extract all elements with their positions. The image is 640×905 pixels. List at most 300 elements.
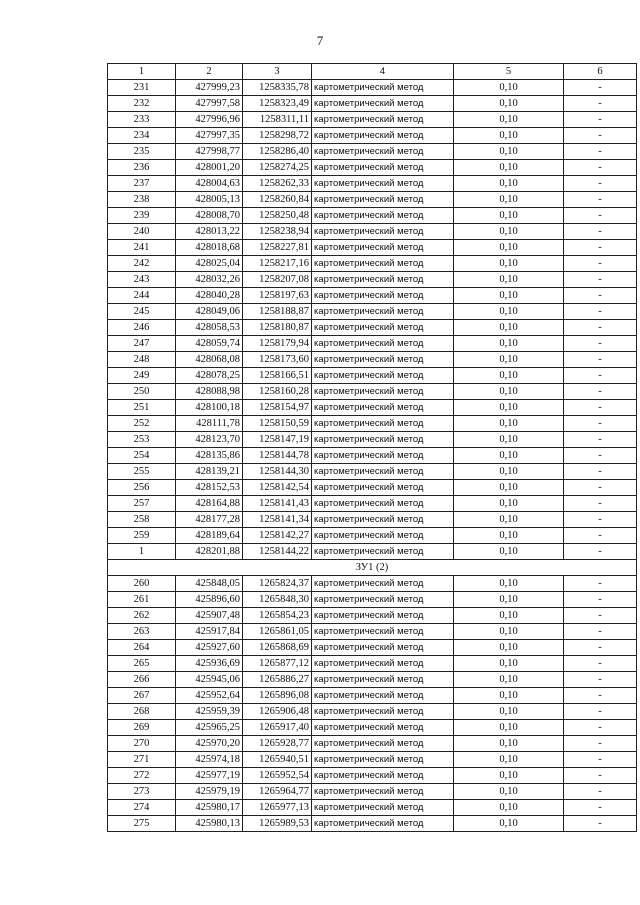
cell-method: картометрический метод [312, 656, 454, 672]
cell-y-coordinate: 1258142,27 [243, 528, 312, 544]
cell-point-number: 245 [108, 304, 176, 320]
cell-x-coordinate: 428111,78 [176, 416, 243, 432]
cell-note: - [564, 784, 637, 800]
table-row [108, 240, 637, 256]
table-row [108, 768, 637, 784]
cell-y-coordinate: 1265917,40 [243, 720, 312, 736]
cell-point-number: 269 [108, 720, 176, 736]
cell-x-coordinate: 428164,88 [176, 496, 243, 512]
table-row [108, 752, 637, 768]
cell-point-number: 234 [108, 128, 176, 144]
table-row [108, 288, 637, 304]
cell-accuracy: 0,10 [454, 768, 564, 784]
cell-accuracy: 0,10 [454, 544, 564, 560]
table-header-row [108, 64, 637, 80]
cell-x-coordinate: 428139,21 [176, 464, 243, 480]
cell-y-coordinate: 1265868,69 [243, 640, 312, 656]
cell-accuracy: 0,10 [454, 208, 564, 224]
cell-method: картометрический метод [312, 96, 454, 112]
cell-accuracy: 0,10 [454, 192, 564, 208]
cell-note: - [564, 736, 637, 752]
table-row [108, 272, 637, 288]
cell-method: картометрический метод [312, 272, 454, 288]
column-header-6: 6 [564, 64, 637, 80]
cell-x-coordinate: 427997,35 [176, 128, 243, 144]
cell-accuracy: 0,10 [454, 656, 564, 672]
cell-x-coordinate: 428004,63 [176, 176, 243, 192]
table-row [108, 416, 637, 432]
cell-method: картометрический метод [312, 496, 454, 512]
cell-note: - [564, 96, 637, 112]
cell-x-coordinate: 425977,19 [176, 768, 243, 784]
cell-point-number: 266 [108, 672, 176, 688]
cell-accuracy: 0,10 [454, 384, 564, 400]
cell-x-coordinate: 425952,64 [176, 688, 243, 704]
cell-y-coordinate: 1258262,33 [243, 176, 312, 192]
cell-y-coordinate: 1258144,78 [243, 448, 312, 464]
table-row [108, 144, 637, 160]
cell-x-coordinate: 428018,68 [176, 240, 243, 256]
cell-note: - [564, 288, 637, 304]
cell-method: картометрический метод [312, 128, 454, 144]
table-row [108, 96, 637, 112]
cell-method: картометрический метод [312, 160, 454, 176]
cell-note: - [564, 640, 637, 656]
table-row [108, 176, 637, 192]
cell-y-coordinate: 1265989,53 [243, 816, 312, 832]
cell-point-number: 238 [108, 192, 176, 208]
cell-note: - [564, 384, 637, 400]
cell-accuracy: 0,10 [454, 816, 564, 832]
table-row [108, 256, 637, 272]
cell-x-coordinate: 428032,26 [176, 272, 243, 288]
cell-x-coordinate: 428201,88 [176, 544, 243, 560]
cell-note: - [564, 144, 637, 160]
cell-accuracy: 0,10 [454, 576, 564, 592]
cell-y-coordinate: 1265906,48 [243, 704, 312, 720]
cell-method: картометрический метод [312, 544, 454, 560]
cell-method: картометрический метод [312, 208, 454, 224]
cell-x-coordinate: 428040,28 [176, 288, 243, 304]
cell-note: - [564, 176, 637, 192]
cell-y-coordinate: 1265940,51 [243, 752, 312, 768]
cell-y-coordinate: 1258141,34 [243, 512, 312, 528]
cell-point-number: 244 [108, 288, 176, 304]
cell-accuracy: 0,10 [454, 176, 564, 192]
cell-accuracy: 0,10 [454, 416, 564, 432]
cell-accuracy: 0,10 [454, 448, 564, 464]
cell-method: картометрический метод [312, 448, 454, 464]
cell-note: - [564, 432, 637, 448]
cell-accuracy: 0,10 [454, 400, 564, 416]
cell-point-number: 237 [108, 176, 176, 192]
cell-point-number: 265 [108, 656, 176, 672]
cell-point-number: 257 [108, 496, 176, 512]
cell-note: - [564, 240, 637, 256]
cell-accuracy: 0,10 [454, 800, 564, 816]
cell-method: картометрический метод [312, 384, 454, 400]
cell-note: - [564, 480, 637, 496]
cell-point-number: 275 [108, 816, 176, 832]
cell-note: - [564, 624, 637, 640]
table-row [108, 432, 637, 448]
cell-note: - [564, 80, 637, 96]
cell-accuracy: 0,10 [454, 704, 564, 720]
cell-y-coordinate: 1258274,25 [243, 160, 312, 176]
cell-y-coordinate: 1265964,77 [243, 784, 312, 800]
cell-x-coordinate: 428088,98 [176, 384, 243, 400]
table-row [108, 512, 637, 528]
cell-x-coordinate: 425945,06 [176, 672, 243, 688]
cell-y-coordinate: 1258188,87 [243, 304, 312, 320]
cell-point-number: 236 [108, 160, 176, 176]
column-header-5: 5 [454, 64, 564, 80]
table-row [108, 336, 637, 352]
cell-note: - [564, 112, 637, 128]
table-row [108, 304, 637, 320]
cell-x-coordinate: 425974,18 [176, 752, 243, 768]
cell-y-coordinate: 1258154,97 [243, 400, 312, 416]
cell-y-coordinate: 1258173,60 [243, 352, 312, 368]
cell-x-coordinate: 427997,58 [176, 96, 243, 112]
cell-note: - [564, 528, 637, 544]
cell-y-coordinate: 1265952,54 [243, 768, 312, 784]
cell-accuracy: 0,10 [454, 80, 564, 96]
cell-method: картометрический метод [312, 352, 454, 368]
cell-method: картометрический метод [312, 432, 454, 448]
cell-note: - [564, 752, 637, 768]
cell-accuracy: 0,10 [454, 688, 564, 704]
cell-point-number: 252 [108, 416, 176, 432]
table-row [108, 624, 637, 640]
cell-note: - [564, 816, 637, 832]
cell-note: - [564, 768, 637, 784]
cell-x-coordinate: 425936,69 [176, 656, 243, 672]
cell-note: - [564, 336, 637, 352]
cell-point-number: 274 [108, 800, 176, 816]
table-row [108, 192, 637, 208]
cell-y-coordinate: 1258197,63 [243, 288, 312, 304]
cell-x-coordinate: 428058,53 [176, 320, 243, 336]
cell-method: картометрический метод [312, 720, 454, 736]
cell-method: картометрический метод [312, 416, 454, 432]
cell-y-coordinate: 1258227,81 [243, 240, 312, 256]
cell-method: картометрический метод [312, 80, 454, 96]
table-row [108, 816, 637, 832]
cell-x-coordinate: 425980,13 [176, 816, 243, 832]
cell-y-coordinate: 1258311,11 [243, 112, 312, 128]
cell-accuracy: 0,10 [454, 224, 564, 240]
table-row [108, 208, 637, 224]
cell-y-coordinate: 1258207,08 [243, 272, 312, 288]
cell-point-number: 262 [108, 608, 176, 624]
cell-point-number: 273 [108, 784, 176, 800]
cell-x-coordinate: 428068,08 [176, 352, 243, 368]
cell-point-number: 250 [108, 384, 176, 400]
cell-x-coordinate: 425979,19 [176, 784, 243, 800]
cell-y-coordinate: 1265848,30 [243, 592, 312, 608]
cell-method: картометрический метод [312, 192, 454, 208]
cell-note: - [564, 720, 637, 736]
cell-point-number: 260 [108, 576, 176, 592]
cell-accuracy: 0,10 [454, 752, 564, 768]
cell-point-number: 264 [108, 640, 176, 656]
table-row [108, 544, 637, 560]
table-row [108, 656, 637, 672]
cell-note: - [564, 512, 637, 528]
cell-accuracy: 0,10 [454, 432, 564, 448]
page-number: 7 [316, 33, 324, 48]
cell-note: - [564, 352, 637, 368]
cell-y-coordinate: 1258142,54 [243, 480, 312, 496]
cell-note: - [564, 416, 637, 432]
cell-method: картометрический метод [312, 768, 454, 784]
table-row [108, 704, 637, 720]
cell-method: картометрический метод [312, 688, 454, 704]
cell-accuracy: 0,10 [454, 320, 564, 336]
cell-method: картометрический метод [312, 288, 454, 304]
table-row [108, 480, 637, 496]
cell-x-coordinate: 425907,48 [176, 608, 243, 624]
cell-y-coordinate: 1265896,08 [243, 688, 312, 704]
cell-note: - [564, 544, 637, 560]
cell-note: - [564, 160, 637, 176]
cell-x-coordinate: 425848,05 [176, 576, 243, 592]
cell-method: картометрический метод [312, 800, 454, 816]
cell-x-coordinate: 428189,64 [176, 528, 243, 544]
cell-x-coordinate: 428001,20 [176, 160, 243, 176]
cell-y-coordinate: 1265861,05 [243, 624, 312, 640]
cell-point-number: 258 [108, 512, 176, 528]
cell-accuracy: 0,10 [454, 528, 564, 544]
cell-note: - [564, 192, 637, 208]
cell-accuracy: 0,10 [454, 784, 564, 800]
cell-x-coordinate: 428025,04 [176, 256, 243, 272]
table-row [108, 672, 637, 688]
cell-point-number: 259 [108, 528, 176, 544]
cell-y-coordinate: 1265877,12 [243, 656, 312, 672]
cell-accuracy: 0,10 [454, 240, 564, 256]
cell-point-number: 231 [108, 80, 176, 96]
cell-y-coordinate: 1265854,23 [243, 608, 312, 624]
cell-method: картометрический метод [312, 624, 454, 640]
table-row [108, 576, 637, 592]
cell-method: картометрический метод [312, 784, 454, 800]
table-row [108, 784, 637, 800]
cell-accuracy: 0,10 [454, 256, 564, 272]
cell-accuracy: 0,10 [454, 672, 564, 688]
cell-point-number: 235 [108, 144, 176, 160]
cell-method: картометрический метод [312, 304, 454, 320]
cell-point-number: 271 [108, 752, 176, 768]
table-row [108, 496, 637, 512]
table-row [108, 448, 637, 464]
cell-y-coordinate: 1258141,43 [243, 496, 312, 512]
cell-x-coordinate: 428100,18 [176, 400, 243, 416]
table-row [108, 800, 637, 816]
table-row [108, 224, 637, 240]
cell-note: - [564, 256, 637, 272]
cell-x-coordinate: 425965,25 [176, 720, 243, 736]
column-header-2: 2 [176, 64, 243, 80]
cell-point-number: 239 [108, 208, 176, 224]
cell-note: - [564, 688, 637, 704]
cell-method: картометрический метод [312, 256, 454, 272]
cell-y-coordinate: 1258250,48 [243, 208, 312, 224]
cell-method: картометрический метод [312, 528, 454, 544]
table-row [108, 112, 637, 128]
cell-method: картометрический метод [312, 608, 454, 624]
cell-accuracy: 0,10 [454, 496, 564, 512]
cell-y-coordinate: 1258298,72 [243, 128, 312, 144]
cell-accuracy: 0,10 [454, 512, 564, 528]
cell-x-coordinate: 425959,39 [176, 704, 243, 720]
column-header-4: 4 [312, 64, 454, 80]
cell-accuracy: 0,10 [454, 160, 564, 176]
table-row [108, 592, 637, 608]
cell-point-number: 263 [108, 624, 176, 640]
cell-x-coordinate: 428005,13 [176, 192, 243, 208]
cell-point-number: 268 [108, 704, 176, 720]
cell-method: картометрический метод [312, 400, 454, 416]
cell-x-coordinate: 428049,06 [176, 304, 243, 320]
cell-point-number: 270 [108, 736, 176, 752]
cell-accuracy: 0,10 [454, 272, 564, 288]
table-row [108, 368, 637, 384]
cell-y-coordinate: 1265886,27 [243, 672, 312, 688]
cell-y-coordinate: 1258144,30 [243, 464, 312, 480]
cell-accuracy: 0,10 [454, 304, 564, 320]
table-row [108, 320, 637, 336]
cell-note: - [564, 608, 637, 624]
cell-method: картометрический метод [312, 704, 454, 720]
cell-y-coordinate: 1265977,13 [243, 800, 312, 816]
cell-y-coordinate: 1258238,94 [243, 224, 312, 240]
cell-point-number: 249 [108, 368, 176, 384]
cell-point-number: 248 [108, 352, 176, 368]
cell-accuracy: 0,10 [454, 592, 564, 608]
cell-x-coordinate: 428177,28 [176, 512, 243, 528]
cell-note: - [564, 224, 637, 240]
cell-note: - [564, 448, 637, 464]
cell-accuracy: 0,10 [454, 144, 564, 160]
table-row [108, 608, 637, 624]
cell-note: - [564, 704, 637, 720]
table-row [108, 720, 637, 736]
cell-note: - [564, 464, 637, 480]
cell-method: картометрический метод [312, 144, 454, 160]
cell-x-coordinate: 428135,86 [176, 448, 243, 464]
cell-y-coordinate: 1258180,87 [243, 320, 312, 336]
cell-x-coordinate: 425896,60 [176, 592, 243, 608]
cell-note: - [564, 400, 637, 416]
cell-accuracy: 0,10 [454, 368, 564, 384]
cell-y-coordinate: 1258150,59 [243, 416, 312, 432]
cell-method: картометрический метод [312, 368, 454, 384]
cell-y-coordinate: 1258144,22 [243, 544, 312, 560]
cell-x-coordinate: 425927,60 [176, 640, 243, 656]
cell-point-number: 251 [108, 400, 176, 416]
column-header-3: 3 [243, 64, 312, 80]
cell-method: картометрический метод [312, 736, 454, 752]
cell-method: картометрический метод [312, 112, 454, 128]
cell-point-number: 241 [108, 240, 176, 256]
cell-y-coordinate: 1258166,51 [243, 368, 312, 384]
cell-x-coordinate: 427999,23 [176, 80, 243, 96]
cell-x-coordinate: 425970,20 [176, 736, 243, 752]
table-row [108, 528, 637, 544]
table-row [108, 160, 637, 176]
cell-x-coordinate: 428152,53 [176, 480, 243, 496]
cell-y-coordinate: 1258217,16 [243, 256, 312, 272]
cell-method: картометрический метод [312, 576, 454, 592]
cell-point-number: 246 [108, 320, 176, 336]
cell-method: картометрический метод [312, 592, 454, 608]
cell-accuracy: 0,10 [454, 640, 564, 656]
cell-accuracy: 0,10 [454, 608, 564, 624]
cell-x-coordinate: 425980,17 [176, 800, 243, 816]
cell-method: картометрический метод [312, 176, 454, 192]
cell-x-coordinate: 425917,84 [176, 624, 243, 640]
section-header-row [108, 560, 637, 576]
cell-y-coordinate: 1258286,40 [243, 144, 312, 160]
cell-method: картометрический метод [312, 480, 454, 496]
table-row [108, 640, 637, 656]
table-row [108, 128, 637, 144]
cell-accuracy: 0,10 [454, 464, 564, 480]
cell-method: картометрический метод [312, 240, 454, 256]
cell-point-number: 272 [108, 768, 176, 784]
cell-accuracy: 0,10 [454, 336, 564, 352]
cell-note: - [564, 576, 637, 592]
cell-note: - [564, 128, 637, 144]
cell-point-number: 267 [108, 688, 176, 704]
table-row [108, 384, 637, 400]
table-row [108, 352, 637, 368]
cell-x-coordinate: 428078,25 [176, 368, 243, 384]
cell-accuracy: 0,10 [454, 480, 564, 496]
cell-point-number: 240 [108, 224, 176, 240]
cell-accuracy: 0,10 [454, 112, 564, 128]
table-row [108, 736, 637, 752]
table-row [108, 400, 637, 416]
cell-method: картометрический метод [312, 336, 454, 352]
cell-x-coordinate: 428008,70 [176, 208, 243, 224]
cell-note: - [564, 656, 637, 672]
section-label: ЗУ1 (2) [108, 560, 637, 576]
cell-method: картометрический метод [312, 752, 454, 768]
cell-note: - [564, 592, 637, 608]
cell-y-coordinate: 1258147,19 [243, 432, 312, 448]
cell-point-number: 256 [108, 480, 176, 496]
cell-method: картометрический метод [312, 816, 454, 832]
cell-point-number: 247 [108, 336, 176, 352]
cell-method: картометрический метод [312, 512, 454, 528]
cell-x-coordinate: 427996,96 [176, 112, 243, 128]
cell-point-number: 261 [108, 592, 176, 608]
table-row [108, 80, 637, 96]
cell-note: - [564, 304, 637, 320]
cell-x-coordinate: 428059,74 [176, 336, 243, 352]
cell-accuracy: 0,10 [454, 624, 564, 640]
cell-method: картометрический метод [312, 640, 454, 656]
cell-note: - [564, 320, 637, 336]
cell-point-number: 233 [108, 112, 176, 128]
cell-y-coordinate: 1258179,94 [243, 336, 312, 352]
cell-point-number: 232 [108, 96, 176, 112]
cell-method: картометрический метод [312, 224, 454, 240]
cell-note: - [564, 368, 637, 384]
